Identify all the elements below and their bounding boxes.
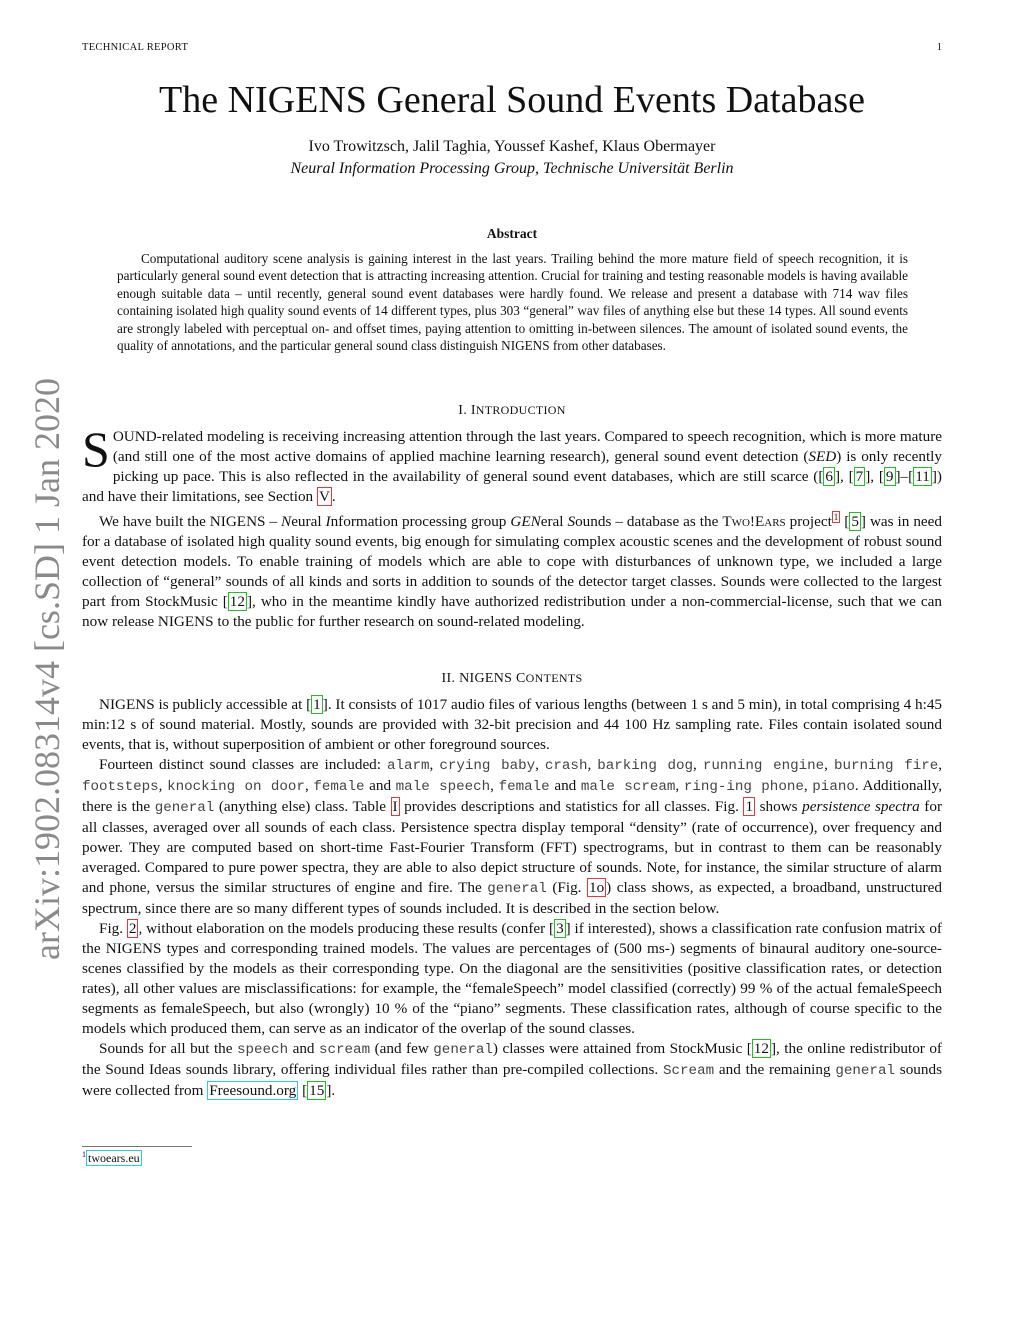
figure-link[interactable]: 2 [128, 920, 137, 937]
intro-paragraph-1: SOUND-related modeling is receiving increasing attention through the last years. Compared to speech recognition, which is more mature (and still one of the most active domains of applied machine learning research), general sound event detection (SED) is only recently picking up pace. This is also reflected in the availability of general sound event databases, which are still scarce ([ 6 ], [ 7 ], [ 9 ]–[ 11 ]) and have their limitations, see Section V . [82, 421, 942, 505]
contents-paragraph-1: NIGENS is publicly accessible at [ 1 ]. It consists of 1017 audio files of various lengths (between 1 s and 5 min), in total comprising 4 h:45 min:12 s of sound material. Mostly, sounds are provided with 32-bit precision and 44 100 Hz sampling rate. Files contain isolated sound events, that is, without superposition of ambient or other foreground sources. [82, 696, 943, 753]
paper-title: The NIGENS General Sound Events Database [159, 79, 865, 121]
arxiv-identifier: arXiv:1902.08314v4 [cs.SD] 1 Jan 2020 [27, 378, 67, 960]
affiliation: Neural Information Processing Group, Technische Universität Berlin [290, 160, 734, 177]
contents-body [82, 695, 942, 1101]
abstract-heading: Abstract [486, 226, 538, 241]
footnote-rule [82, 1146, 192, 1147]
section-link[interactable]: V [318, 488, 330, 505]
freesound-link[interactable]: Freesound.org [209, 1082, 297, 1099]
citation-link[interactable]: 15 [309, 1082, 325, 1099]
table-link[interactable]: I [392, 798, 398, 815]
drop-cap: S [82, 421, 110, 477]
section-heading-introduction: I. INTRODUCTION [458, 403, 566, 418]
author-list: Ivo Trowitzsch, Jalil Taghia, Youssef Kashef, Klaus Obermayer [308, 138, 716, 155]
citation-link[interactable]: 7 [855, 468, 864, 485]
contents-paragraph-2: Fourteen distinct sound classes are included: alarm, crying baby, crash, barking dog, running engine, burning fire, footsteps, knocking on door, female and male speech, female and male scream, ring-ing phone, piano. Additionally, there is the general (anything else) class. Table I provides descriptions and statistics for all classes. Fig. 1 shows persistence spectra for all classes, averaged over all sounds of each class. Persistence spectra display temporal “density” (rate of occurrence), over frequency and power. They are computed based on short-time Fast-Fourier Transform (FFT) spectrograms, but in contrast to them can be reasonably averaged. Compared to pure power spectra, they are able to also depict structure of sounds. Note, for instance, the similar structure of alarm and phone, versus the similar structures of engine and fire. The general (Fig. 1o ) class shows, as expected, a broadband, unstructured spectrum, since there are so many different types of sounds included. It is described in the section below. [82, 756, 943, 917]
figure-link[interactable]: 1 [745, 798, 754, 815]
contents-paragraph-4: Sounds for all but the speech and scream (and few general) classes were attained from StockMusic [ 12 ], the online redistributor of the Sound Ideas sounds library, offering individual files rather than pre-compiled collections. Scream and the remaining general sounds were collected from Freesound.org [ 15 ]. [82, 1040, 942, 1099]
footnote-url-link[interactable]: twoears.eu [88, 1151, 140, 1165]
footnote-link[interactable]: 1 [833, 512, 839, 522]
citation-link[interactable]: 12 [753, 1040, 769, 1057]
figure-link[interactable]: 1o [588, 879, 605, 896]
abstract-text: Computational auditory scene analysis is gaining interest in the last years. Trailing behind the more mature field of speech recognition, it is particularly general sound event detection that is attracting increasing attention. Crucial for training and testing reasonable models is having available enough suitable data – until recently, general sound event databases were hardly found. We release and present a database with 714 wav files containing isolated high quality sound events of 14 different types, plus 303 “general” wav files of anything else but these 14 types. All sound events are strongly labeled with perceptual on- and offset times, paying attention to omitting in-between silences. The amount of isolated sound events, the quality of annotations, and the particular general sound class distinguish NIGENS from other databases. [117, 251, 908, 354]
citation-link[interactable]: 9 [885, 468, 894, 485]
contents-paragraph-3: Fig. 2 , without elaboration on the models producing these results (confer [ 3 ] if interested), shows a classification rate confusion matrix of the NIGENS types and corresponding trained models. The values are percentages of (500 ms-) segments of binaural auditory one-source-scenes classified by the models as their corresponding type. On the diagonal are the sensitivities (positive classification rates, or detection rates), all other values are misclassifications: for example, the “femaleSpeech” model classified (correctly) 99 % of the actual femaleSpeech segments as femaleSpeech, but also (wrongly) 10 % of the “piano” segments. These classification rates, although of course specific to the models which produced them, can serve as an indicator of the overlap of the sound classes. [82, 920, 942, 1037]
citation-link[interactable]: 12 [229, 593, 245, 611]
citation-link[interactable]: 3 [556, 920, 564, 937]
citation-link[interactable]: 11 [915, 468, 930, 485]
running-header: TECHNICAL REPORT [82, 42, 189, 53]
intro-paragraph-2: We have built the NIGENS – Neural Information processing group GENeral Sounds – database as the Two!Ears project $^1$ [ 5 ] was in need for a database of isolated high quality sound events, big enough for simulating complex acoustic scenes and the development of robust sound event detection models. To enable training of models which are able to cope with disturbances of unknown type, we included a large collection of “general” sounds of all kinds and sorts in addition to sounds of the detector target classes. Sounds were collected to the largest part from StockMusic [ 12 ], who in the meantime kindly have authorized redistribution under a non-commercial-license, such that we can now release NIGENS to the public for further research on sound-related modeling. [82, 512, 942, 631]
citation-link[interactable]: 5 [851, 513, 859, 531]
footnote: $^1$ twoears.eu [82, 1150, 140, 1165]
citation-link[interactable]: 6 [825, 468, 833, 485]
section-heading-contents: II. NIGENS CONTENTS [441, 671, 583, 686]
citation-link[interactable]: 1 [313, 696, 321, 713]
introduction-body [82, 421, 942, 632]
page-number: 1 [936, 42, 942, 53]
